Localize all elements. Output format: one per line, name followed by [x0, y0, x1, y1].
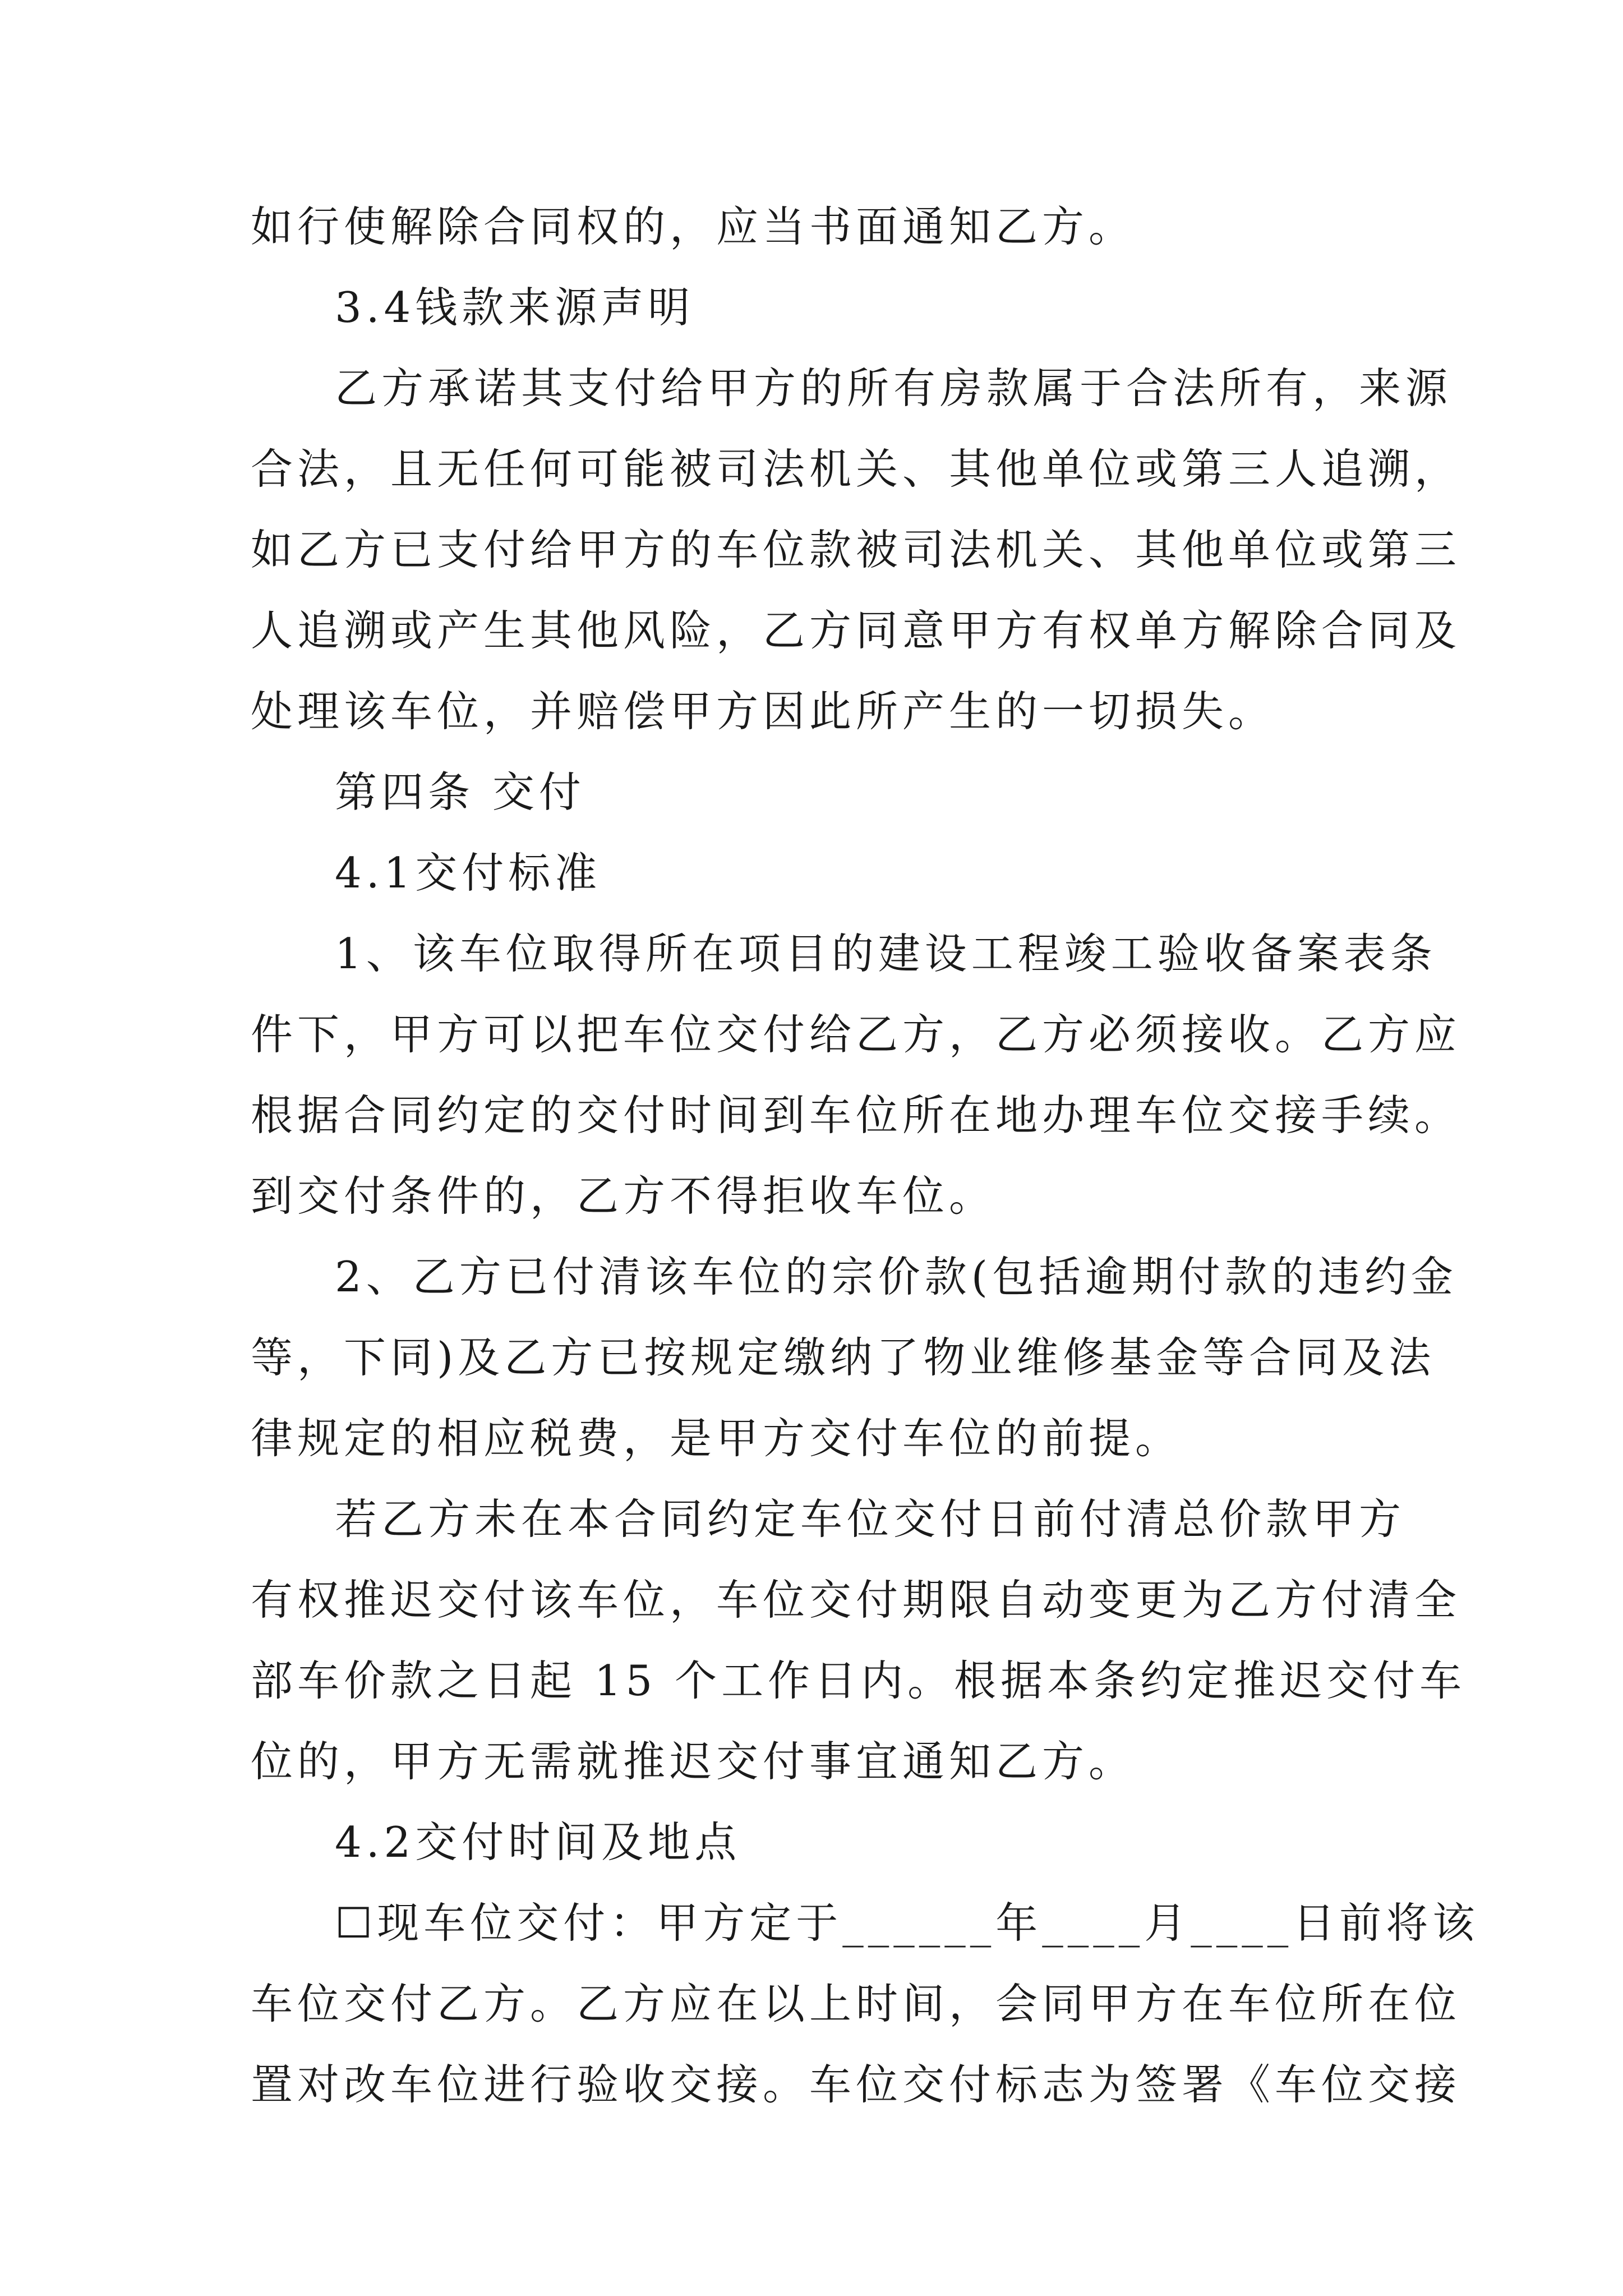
- text-line: 2、乙方已付清该车位的宗价款(包括逾期付款的违约金: [335, 1252, 1458, 1301]
- text-line: 如行使解除合同权的，应当书面通知乙方。: [251, 202, 1136, 251]
- text-line: 4.2交付时间及地点: [335, 1818, 741, 1867]
- text-line: 部车价款之日起 15 个工作日内。根据本条约定推迟交付车: [251, 1656, 1467, 1705]
- text-line: 如乙方已支付给甲方的车位款被司法机关、其他单位或第三: [251, 525, 1461, 574]
- text-line: 4.1交付标准: [335, 848, 602, 898]
- text-line: 处理该车位，并赔偿甲方因此所产生的一切损失。: [251, 687, 1275, 736]
- text-line: 到交付条件的，乙方不得拒收车位。: [251, 1171, 996, 1221]
- text-line: 乙方承诺其支付给甲方的所有房款属于合法所有，来源: [335, 364, 1453, 413]
- text-line: 位的，甲方无需就推迟交付事宜通知乙方。: [251, 1737, 1136, 1786]
- text-line: 件下，甲方可以把车位交付给乙方，乙方必须接收。乙方应: [251, 1010, 1461, 1059]
- text-line: 合法，且无任何可能被司法机关、其他单位或第三人追溯，: [251, 444, 1461, 494]
- text-line: 车位交付乙方。乙方应在以上时间，会同甲方在车位所在位: [251, 1979, 1461, 2028]
- text-line: 等，下同)及乙方已按规定缴纳了物业维修基金等合同及法: [251, 1333, 1436, 1382]
- text-line: 置对改车位进行验收交接。车位交付标志为签署《车位交接: [251, 2060, 1461, 2109]
- text-line: 律规定的相应税费，是甲方交付车位的前提。: [251, 1414, 1182, 1463]
- text-line: ☐现车位交付：甲方定于______年____月____日前将该: [335, 1898, 1479, 1948]
- text-line: 若乙方未在本合同约定车位交付日前付清总价款甲方: [335, 1494, 1406, 1544]
- text-line: 根据合同约定的交付时间到车位所在地办理车位交接手续。: [251, 1091, 1461, 1140]
- text-line: 人追溯或产生其他风险，乙方同意甲方有权单方解除合同及: [251, 606, 1461, 655]
- text-line: 1、该车位取得所在项目的建设工程竣工验收备案表条: [335, 929, 1437, 978]
- document-body: [251, 186, 1479, 2125]
- text-line: 3.4钱款来源声明: [335, 283, 695, 332]
- text-line: 第四条 交付: [335, 767, 585, 817]
- text-line: 有权推迟交付该车位，车位交付期限自动变更为乙方付清全: [251, 1575, 1461, 1625]
